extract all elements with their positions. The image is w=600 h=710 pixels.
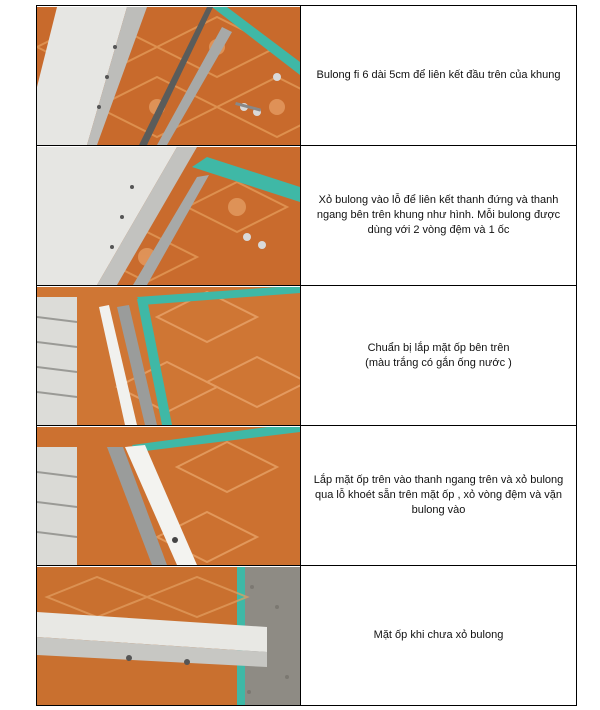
photo-prepare-top-cover xyxy=(37,287,300,425)
step-row-2 xyxy=(37,146,577,286)
step-4-line-1: Lắp mặt ốp trên vào thanh ngang trên và xỏ bulong qua lỗ khoét sẵn trên mặt ốp , xỏ vòng đệm và vặn bulong vào xyxy=(313,474,564,516)
step-2-line-1: Xỏ bulong vào lỗ để liên kết thanh đứng và thanh ngang bên trên khung như hình. Mỗi bulong được dùng với 2 vòng đệm và 1 ốc xyxy=(316,194,561,236)
step-description-cell-1 xyxy=(301,6,577,146)
instruction-table xyxy=(36,5,577,706)
photo-cover-before-bolting xyxy=(37,567,300,705)
step-description-cell-3 xyxy=(301,286,577,426)
step-photo-cell-3 xyxy=(37,286,301,426)
step-photo-cell-4 xyxy=(37,426,301,566)
photo-bolt-fi6-frame-top xyxy=(37,7,300,145)
step-photo-cell-1 xyxy=(37,6,301,146)
step-3-line-2: (màu trắng có gắn ống nước ) xyxy=(365,356,512,369)
step-3-line-1: Chuẩn bị lắp mặt ốp bên trên xyxy=(367,341,510,354)
photo-mount-top-cover xyxy=(37,427,300,565)
step-row-4 xyxy=(37,426,577,566)
step-description-cell-5 xyxy=(301,566,577,706)
step-photo-cell-5 xyxy=(37,566,301,706)
step-row-3 xyxy=(37,286,577,426)
step-description-cell-4 xyxy=(301,426,577,566)
step-photo-cell-2 xyxy=(37,146,301,286)
step-5-line-1: Mặt ốp khi chưa xỏ bulong xyxy=(373,629,504,641)
photo-insert-bolt-into-frame xyxy=(37,147,300,285)
step-description-cell-2 xyxy=(301,146,577,286)
step-row-5 xyxy=(37,566,577,706)
step-1-line-1: Bulong fi 6 dài 5cm để liên kết đầu trên của khung xyxy=(316,69,561,81)
step-row-1 xyxy=(37,6,577,146)
